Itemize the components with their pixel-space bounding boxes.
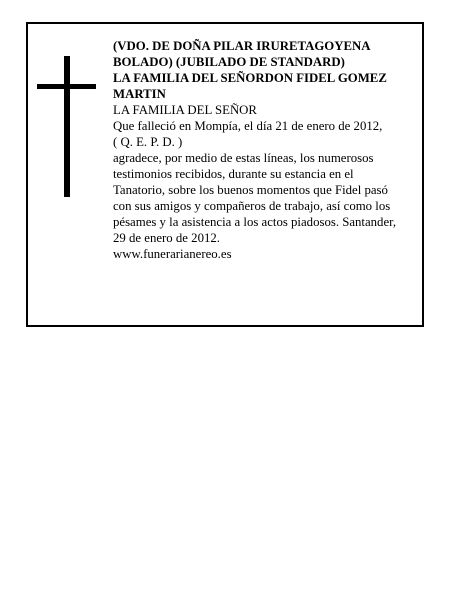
body-line: 29 de enero de 2012. [113,231,220,245]
body-line: Que falleció en Mompía, el día 21 de enero de 2012, [113,119,383,133]
website-link: www.funerarianereo.es [113,247,232,261]
heading-line: BOLADO) (JUBILADO DE STANDARD) [113,55,345,69]
cross-icon [64,56,70,197]
heading-line: MARTIN [113,87,166,101]
body-line: pésames y la asistencia a los actos piadosos. Santander, [113,215,397,229]
body-line: agradece, por medio de estas líneas, los numerosos [113,151,374,165]
body-line: Tanatorio, sobre los buenos momentos que Fidel pasó [113,183,388,197]
body-line: LA FAMILIA DEL SEÑOR [113,103,257,117]
body-line: con sus amigos y compañeros de trabajo, así como los [113,199,391,213]
heading-line: LA FAMILIA DEL SEÑORDON FIDEL GOMEZ [113,71,387,85]
obituary-text [113,38,418,262]
body-line: ( Q. E. P. D. ) [113,135,183,149]
cross-icon-crossbar [37,84,96,89]
heading-line: (VDO. DE DOÑA PILAR IRURETAGOYENA [113,39,371,53]
body-line: testimonios recibidos, durante su estancia en el [113,167,354,181]
